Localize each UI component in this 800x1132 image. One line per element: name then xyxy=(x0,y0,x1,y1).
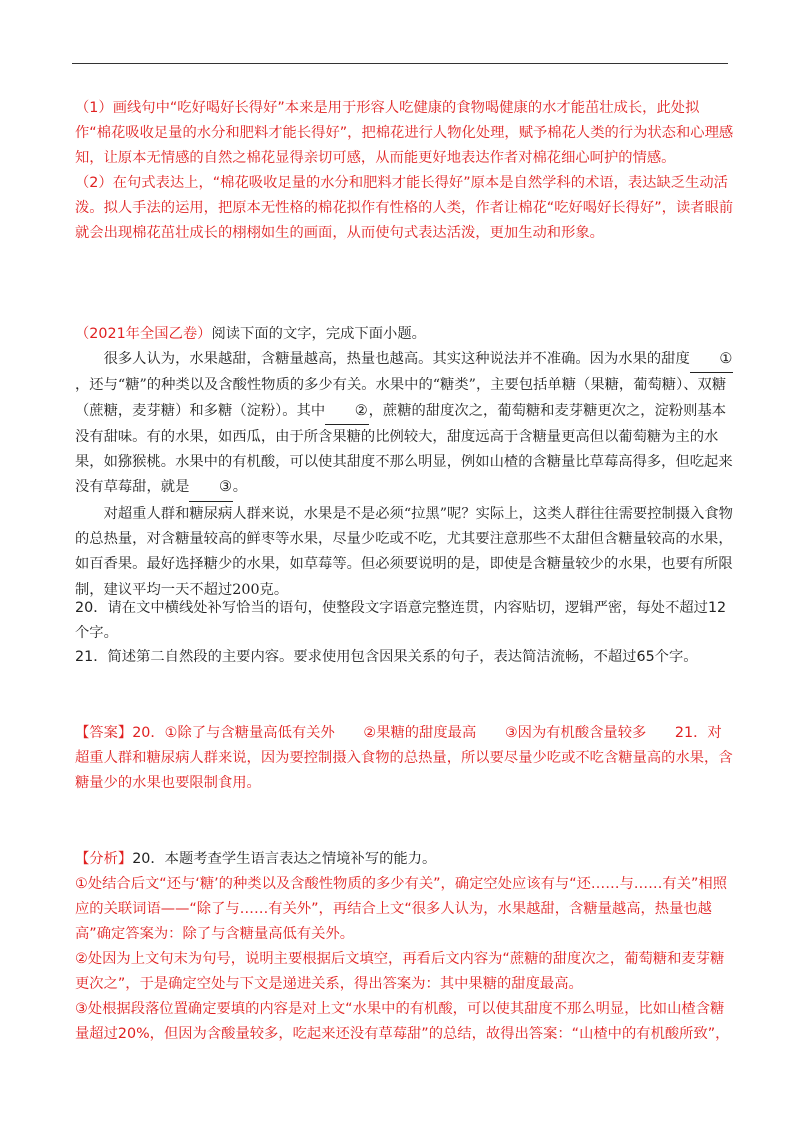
question-header xyxy=(75,322,735,347)
question-source: （2021年全国乙卷） xyxy=(75,326,212,342)
blank-2: ② xyxy=(325,399,368,425)
reading-passage xyxy=(75,347,735,603)
blank-3: ③ xyxy=(189,475,232,501)
header-rule xyxy=(72,63,728,64)
question-intro: 阅读下面的文字，完成下面小题。 xyxy=(211,326,426,342)
analysis-paragraph-2: ②处因为上文句末为句号，说明主要根据后文填空，再看后文内容为“蔗糖的甜度次之，葡萄糖和麦芽糖更次之”，于是确定空处与下文是递进关系，得出答案为：其中果糖的甜度最高。 xyxy=(75,951,725,992)
analysis-paragraph-1: ①处结合后文“还与‘糖’的种类以及含酸性物质的多少有关”，确定空处应该有与“还……与……有关”相照应的关联词语——“除了与……有关外”，再结合上文“很多人认为，水果越甜，含糖量越高，热量也越高”确定答案为：除了与含糖量高低有关外。 xyxy=(75,876,727,942)
question-21: 21．简述第二自然段的主要内容。要求使用包含因果关系的句子，表达简洁流畅，不超过65个字。 xyxy=(75,649,698,665)
question-20: 20．请在文中横线处补写恰当的语句，使整段文字语意完整连贯，内容贴切，逻辑严密，每处不超过12个字。 xyxy=(75,600,727,641)
answer-block xyxy=(75,721,735,796)
analysis-paragraph-3: ③处根据段落位置确定要填的内容是对上文“水果中的有机酸，可以使其甜度不那么明显，比如山楂含糖量超过20%，但因为含酸量较多，吃起来还没有草莓甜”的总结，故得出答案：“山楂中的有机酸所致”， xyxy=(75,1001,730,1042)
answer-label: 【答案】 xyxy=(75,725,133,741)
analysis-header xyxy=(75,847,735,872)
passage-paragraph-2: 对超重人群和糖尿病人群来说，水果是不是必须“拉黑”呢？实际上，这类人群往往需要控制摄入食物的总热量，对含糖量较高的鲜枣等水果，尽量少吃或不吃，尤其要注意那些不太甜但含糖量较高的水果，如百香果。最好选择糖少的水果，如草莓等。但必须要说明的是，即使是含糖量较少的水果，也要有所限制，建议平均一天不超过200克。 xyxy=(75,505,733,598)
answer-text: 20．①除了与含糖量高低有关外 ②果糖的甜度最高 ③因为有机酸含量较多 21．对超重人群和糖尿病人群来说，因为要控制摄入食物的总热量，所以要尽量少吃或不吃含糖量高的水果，含糖量少的水果也要限制食用。 xyxy=(75,725,733,791)
analysis-label: 【分析】 xyxy=(75,851,133,867)
prev-answer-paragraph-1: （1）画线句中“吃好喝好长得好”本来是用于形容人吃健康的食物喝健康的水才能茁壮成长，此处拟作“棉花吸收足量的水分和肥料才能长得好”，把棉花进行人物化处理，赋予棉花人类的行为状态和心理感知，让原本无情感的自然之棉花显得亲切可感，从而能更好地表达作者对棉花细心呵护的情感。 xyxy=(75,100,734,166)
prev-answer-paragraph-2: （2）在句式表达上，“棉花吸收足量的水分和肥料才能长得好”原本是自然学科的术语，表达缺乏生动活泼。拟人手法的运用，把原本无性格的棉花拟作有性格的人类，作者让棉花“吃好喝好长得好”，读者眼前就会出现棉花茁壮成长的栩栩如生的画面，从而使句式表达活泼，更加生动和形象。 xyxy=(75,175,734,241)
analysis-intro: 20．本题考查学生语言表达之情境补写的能力。 xyxy=(132,851,437,867)
blank-1: ① xyxy=(690,347,733,373)
passage-paragraph-1: 很多人认为，水果越甜，含糖量越高，热量也越高。其实这种说法并不准确。因为水果的甜度 ①，还与“糖”的种类以及含酸性物质的多少有关。水果中的“糖类”，主要包括单糖（果糖，葡萄糖）、双糖（蔗糖，麦芽糖）和多糖（淀粉）。其中 ②，蔗糖的甜度次之，葡萄糖和麦芽糖更次之，淀粉则基本没有甜味。有的水果，如西瓜，由于所含果糖的比例较大，甜度远高于含糖量更高但以葡萄糖为主的水果，如猕猴桃。水果中的有机酸，可以使其甜度不那么明显，例如山楂的含糖量比草莓高得多，但吃起来没有草莓甜，就是 ③。 xyxy=(75,347,735,502)
